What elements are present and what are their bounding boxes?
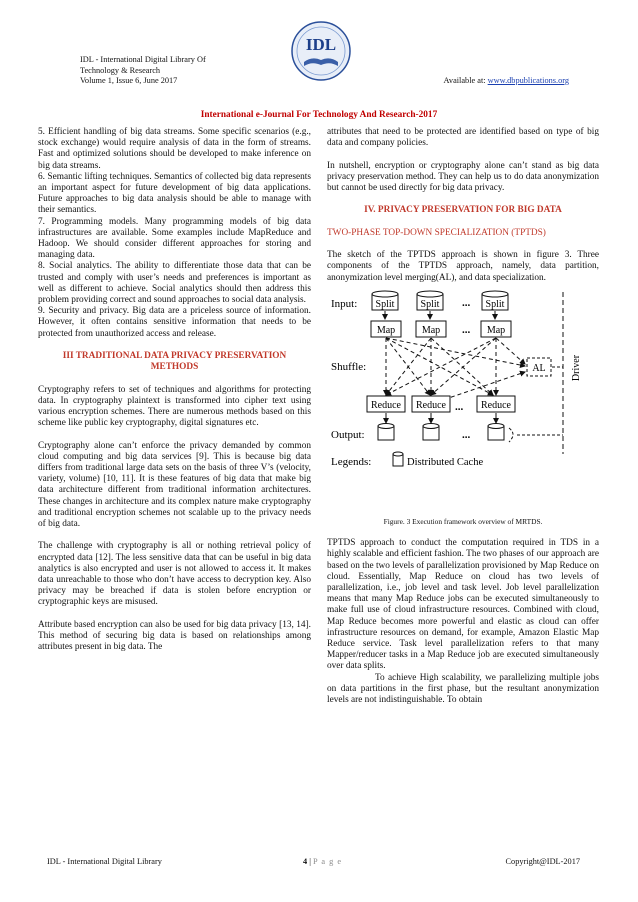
list-item-8: 8. Social analytics. The ability to differentiate those data that can be trusted and comply with user’s needs and preferences is important as well as different to achieve. Social analytics should then address this problem providing correct and sound approaches to social data analysis. <box>38 261 311 306</box>
svg-text:Map: Map <box>486 324 506 336</box>
legend-distributed-cache-icon <box>393 452 403 466</box>
header-line-1: IDL - International Digital Library Of <box>80 55 206 64</box>
svg-text:Map: Map <box>421 324 441 336</box>
shuffle-label: Shuffle: <box>331 360 367 373</box>
paragraph-nutshell: In nutshell, encryption or cryptography alone can’t stand as big data privacy preservation method. They can help us to do data anonymization but cannot be used directly for big data privacy. <box>327 160 599 193</box>
paragraph-tptds-computation: TPTDS approach to conduct the computation required in TDS in a highly scalable and efficient fashion. The two phases of our approach are based on the two levels of parallelization provisioned by Map Reduce on cloud. Essentially, Map Reduce on cloud has two levels of parallelization, i.e., job level and task level. Job level parallelization means that many Map Reduce jobs can be executed simultaneously to make full use of cloud infrastructure resources. Combined with cloud, Map Reduce becomes more powerful and elastic as cloud can offer infrastructure resources on demand, for example, Amazon Elastic Map Reduce service. Task level parallelization refers to that many Mapper/reducer tasks in a Map Reduce job are executed simultaneously over data splits. <box>327 538 599 672</box>
list-item-6: 6. Semantic lifting techniques. Semantics of collected big data represents an important aspect for future development of big data applications. Future approaches to big data analysis should be able to manage with their semantics. <box>38 171 311 216</box>
header-line-2: Technology & Research <box>80 65 161 75</box>
svg-text:Reduce: Reduce <box>371 399 401 411</box>
map-node-3 <box>481 321 511 337</box>
footer-page <box>303 857 342 866</box>
paragraph-scalability: To achieve High scalability, we parallelizing multiple jobs on data partitions in the first phase, but the resultant anonymization levels are not indistinguishable. To obtain <box>327 672 599 706</box>
paragraph-cryptography: Cryptography refers to set of techniques and algorithms for protecting data. In cryptography plaintext is transformed into cipher text using various encryption schemes. There are numerous methods based on this scheme like public key cryptography, digital signatures etc. <box>38 384 311 429</box>
split-ellipsis: ... <box>462 296 471 309</box>
section-4-heading: IV. PRIVACY PRESERVATION FOR BIG DATA <box>364 205 562 216</box>
header-availability <box>444 76 569 85</box>
figure-caption: Figure. 3 Execution framework overview of MRTDS. <box>383 516 543 526</box>
figure-3 <box>327 284 599 516</box>
idl-logo <box>290 20 352 82</box>
section-3-heading: III TRADITIONAL DATA PRIVACY PRESERVATION METHODS <box>62 351 287 373</box>
list-item-9: 9. Security and privacy. Big data are a priceless source of information. However, it often contains sensitive information that needs to be protected from unauthorized access and release. <box>38 306 311 339</box>
paragraph-tptds-sketch: The sketch of the TPTDS approach is shown in figure 3. Three components of the TPTDS approach, namely, data partition, anonymization level merging(AL), and data specialization. <box>327 250 599 283</box>
output-node-1 <box>378 423 394 440</box>
footer-library: IDL - International Digital Library <box>47 857 162 866</box>
input-label: Input: <box>331 297 358 310</box>
split-node-2 <box>417 291 443 310</box>
output-node-3 <box>488 423 504 440</box>
left-column <box>38 127 311 653</box>
legends-label: Legends: <box>331 455 372 468</box>
header-info <box>80 55 206 87</box>
footer-copyright: Copyright@IDL-2017 <box>505 857 580 866</box>
shuffle-lines <box>386 338 525 404</box>
page-number: 4 <box>303 857 308 866</box>
legend-text: Distributed Cache <box>407 456 484 468</box>
output-label: Output: <box>331 428 365 441</box>
split-node-3 <box>482 291 508 310</box>
list-item-5: 5. Efficient handling of big data streams. Some specific scenarios (e.g., stock exchange) would require analysis of data in the form of streams. Fast and optimized solutions should be developed to make inference on big data streams. <box>38 127 311 171</box>
svg-text:Reduce: Reduce <box>481 399 511 411</box>
svg-text:Reduce: Reduce <box>416 399 446 411</box>
available-label: Available at: <box>443 76 486 85</box>
mrtds-diagram <box>327 284 599 516</box>
reduce-ellipsis: ... <box>455 400 464 413</box>
journal-title: International e-Journal For Technology And Research-2017 <box>200 110 438 120</box>
reduce-node-3 <box>477 396 515 412</box>
svg-text:Split: Split <box>420 298 440 310</box>
page-separator: | <box>307 857 313 866</box>
website-link[interactable]: www.dbpublications.org <box>487 76 569 85</box>
logo-text: IDL <box>305 35 337 54</box>
paragraph-attribute-encryption: Attribute based encryption can also be used for big data privacy [13, 14]. This method of securing big data is based on relationships among attributes present in big data. The <box>38 619 311 653</box>
page-word: P a g e <box>312 857 343 866</box>
header-line-3: Volume 1, Issue 6, June 2017 <box>80 76 178 86</box>
output-ellipsis: ... <box>462 428 471 441</box>
paragraph-crypto-privacy: Cryptography alone can’t enforce the privacy demanded by common cloud computing and big data services [9]. This is because big data differs from traditional large data sets on the basis of three V’s (velocity, variety, volume) [10, 11]. It is these features of big data that make big data architecture different from traditional information architectures. These changes in architecture and its complex nature make cryptography and traditional encryption schemes not scalable up to the privacy needs of big data. <box>38 440 311 530</box>
map-ellipsis: ... <box>462 323 471 336</box>
svg-text:Split: Split <box>485 298 505 310</box>
output-node-2 <box>423 423 439 440</box>
svg-text:AL: AL <box>532 362 546 374</box>
svg-text:Split: Split <box>375 298 395 310</box>
reduce-node-2 <box>412 396 450 412</box>
map-node-2 <box>416 321 446 337</box>
split-node-1 <box>372 291 398 310</box>
map-node-1 <box>371 321 401 337</box>
al-node <box>527 358 551 376</box>
svg-text:Map: Map <box>376 324 396 336</box>
driver-label: Driver <box>571 354 582 381</box>
reduce-node-1 <box>367 396 405 412</box>
paragraph-crypto-challenge: The challenge with cryptography is all or nothing retrieval policy of encrypted data [12]. The less sensitive data that can be useful in big data analytics is also encrypted and user is not allowed to access it. It makes data unreachable to those who don’t have access to decryption key. Also privacy may be breached if data is stolen before encryption or cryptographic keys are misused. <box>38 541 311 608</box>
list-item-7: 7. Programming models. Many programming models of big data infrastructures are available. Some examples include MapReduce and Hadoop. We should consider different approaches for storing and managing data. <box>38 216 311 261</box>
subsection-heading: TWO-PHASE TOP-DOWN SPECIALIZATION (TPTDS) <box>327 227 546 238</box>
right-column <box>327 127 599 706</box>
paragraph-attributes: attributes that need to be protected are identified based on type of big data and company policies. <box>327 127 599 149</box>
